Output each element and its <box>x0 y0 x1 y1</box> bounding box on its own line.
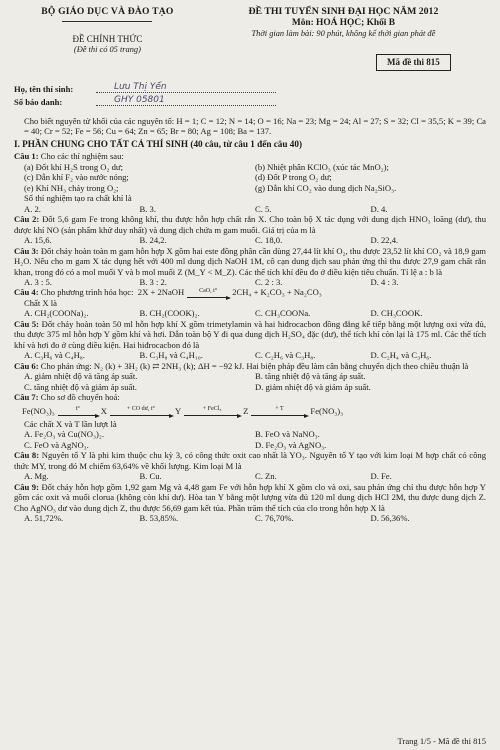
scheme-arrow <box>58 406 98 416</box>
candidate-name-row <box>14 84 486 97</box>
answer-option[interactable]: D. 22,4. <box>370 235 399 246</box>
question-stem: Cho các thí nghiệm sau: <box>40 151 124 162</box>
candidate-info <box>14 84 486 116</box>
header-divider <box>62 21 152 22</box>
answer-option[interactable]: A. Fe₂O₃ và Cu(NO₃)₂. <box>24 429 105 440</box>
experiment-item: (d) Đốt P trong O₂ dư; <box>255 172 332 183</box>
scheme-condition: + CO dư, t° <box>126 405 155 412</box>
header-left <box>14 6 201 84</box>
answer-option[interactable]: D. giảm nhiệt độ và giảm áp suất. <box>255 381 371 392</box>
question-ask: Số thí nghiệm tạo ra chất khí là <box>24 193 132 204</box>
ministry-name: BỘ GIÁO DỤC VÀ ĐÀO TẠO <box>41 6 174 17</box>
question-1 <box>14 151 486 214</box>
question-text: Đốt cháy hoàn toàn m gam hỗn hợp X gồm hai este đồng phân cần dùng 27,44 lít khí O₂, thu được 23,52 lít khí CO₂ và 18,9 gam H₂O. Nếu cho m gam X tác dụng hết với 400 ml dung dịch NaOH 1M, cô cạn dung dịch sau phản ứng thì thu được 27,9 gam chất rắn khan, trong đó có a mol muối Y và b mol muối Z (M_Y < M_Z). Các thể tích khí đều đo ở điều kiện tiêu chuẩn. Tỉ lệ a : b là <box>14 245 486 277</box>
question-label: Câu 2: <box>14 214 40 225</box>
scheme-condition: + FeCl₃ <box>202 405 222 412</box>
exam-content <box>14 116 486 524</box>
answer-option[interactable]: D. C₂H₄ và C₃H₆. <box>370 350 432 361</box>
question-8 <box>14 450 486 481</box>
question-9 <box>14 482 486 524</box>
answer-options <box>14 204 486 214</box>
answer-options <box>14 513 486 523</box>
answer-option[interactable]: D. 4. <box>370 203 388 214</box>
answer-options <box>14 471 486 481</box>
reaction-arrow <box>187 288 229 298</box>
answer-option[interactable]: B. 3. <box>139 203 156 214</box>
scheme-condition: + T <box>275 405 284 412</box>
exam-subject: Môn: HOÁ HỌC; Khối B <box>291 17 395 28</box>
header-right <box>201 6 486 84</box>
exam-title: ĐỀ THI TUYỂN SINH ĐẠI HỌC NĂM 2012 <box>248 6 439 17</box>
question-text: Nguyên tố Y là phi kim thuộc chu kỳ 3, có công thức oxit cao nhất là YO₃. Nguyên tố Y tạo với kim loại M hợp chất có công thức MY, trong đó M chiếm 63,64% về khối lượng. Kim loại M là <box>14 450 486 471</box>
answer-option[interactable]: C. 76,70%. <box>255 513 294 524</box>
question-label: Câu 6: <box>14 360 39 371</box>
answer-option[interactable]: D. CH₃COOK. <box>370 308 423 319</box>
answer-option[interactable]: B. CH₂(COOK)₂. <box>139 308 200 319</box>
answer-option[interactable]: C. 2 : 3. <box>255 277 283 287</box>
page-count: (Đề thi có 05 trang) <box>73 44 141 54</box>
answer-option[interactable]: C. FeO và AgNO₃. <box>24 439 89 450</box>
candidate-number-label: Số báo danh: <box>14 97 63 107</box>
answer-option[interactable]: C. C₂H₆ và C₃H₈. <box>255 350 316 361</box>
question-stem: Cho phương trình hóa học: <box>40 287 134 298</box>
question-label: Câu 1: <box>14 151 39 162</box>
answer-option[interactable]: C. tăng nhiệt độ và giảm áp suất. <box>24 381 137 392</box>
candidate-name-label: Họ, tên thí sinh: <box>14 84 74 94</box>
experiment-item: (b) Nhiệt phân KClO₃ (xúc tác MnO₂); <box>255 161 389 172</box>
question-3 <box>14 246 486 288</box>
answer-option[interactable]: B. 24,2. <box>139 235 167 246</box>
candidate-number-handwritten: GHY 05801 <box>114 95 165 105</box>
scheme-arrow <box>110 406 172 416</box>
answer-option[interactable]: B. 3 : 2. <box>139 277 167 287</box>
answer-option[interactable]: C. 5. <box>255 203 272 214</box>
question-text: Cho phản ứng: N₂ (k) + 3H₂ (k) ⇄ 2NH₃ (k); ΔH = −92 kJ. Hai biện pháp đều làm cân bằng chuyển dịch theo chiều thuận là <box>40 360 469 371</box>
answer-options <box>14 371 486 392</box>
answer-option[interactable]: B. FeO và NaNO₃. <box>255 429 320 440</box>
question-text: Đốt 5,6 gam Fe trong không khí, thu được hỗn hợp chất rắn X. Cho toàn bộ X tác dụng với dung dịch HNO₃ loãng (dư), thu được khí NO (sản phẩm khử duy nhất) và dung dịch chứa m gam muối. Giá trị của m là <box>14 214 487 235</box>
question-label: Câu 4: <box>14 287 39 298</box>
question-label: Câu 3: <box>14 245 39 256</box>
question-text: Đốt cháy hỗn hợp gồm 1,92 gam Mg và 4,48 gam Fe với hỗn hợp khí X gồm clo và oxi, sau phản ứng chỉ thu được hỗn hợp Y gồm các oxit và muối clorua (không còn khí dư). Hòa tan Y bằng một lượng vừa đủ 120 ml dung dịch HCl 2M, thu được dung dịch Z. Cho AgNO₃ dư vào dung dịch Z, thu được 56,69 gam kết tủa. Phần trăm thể tích của clo trong hỗn hợp X là <box>14 481 486 513</box>
reaction-condition: CaO, t° <box>199 287 218 294</box>
answer-option[interactable]: B. 53,85%. <box>139 513 179 524</box>
answer-option[interactable]: A. 51,72%. <box>24 513 64 524</box>
answer-option[interactable]: B. Cu. <box>139 471 162 482</box>
question-stem: Cho sơ đồ chuyển hoá: <box>40 392 120 403</box>
experiment-item: (c) Dẫn khí F₂ vào nước nóng; <box>24 172 129 183</box>
scheme-species: Z <box>243 405 249 416</box>
question-label: Câu 7: <box>14 392 39 403</box>
answer-option[interactable]: C. CH₃COONa. <box>255 308 311 319</box>
official-label: ĐỀ CHÍNH THỨC <box>72 33 143 44</box>
answer-option[interactable]: C. 18,0. <box>255 235 283 246</box>
reaction-lhs: 2X + 2NaOH <box>137 287 185 298</box>
candidate-name-handwritten: Lưu Thị Yến <box>114 82 167 92</box>
scheme-condition: t° <box>75 405 80 412</box>
candidate-number-row <box>14 97 486 110</box>
question-6 <box>14 361 486 392</box>
answer-option[interactable]: A. 2. <box>24 203 41 214</box>
answer-options <box>14 277 486 287</box>
answer-option[interactable]: A. giảm nhiệt độ và tăng áp suất. <box>24 371 138 382</box>
scheme-species: Fe(NO₃)₃ <box>310 405 344 416</box>
experiment-item: (g) Dẫn khí CO₂ vào dung dịch Na₂SiO₃. <box>255 182 397 193</box>
question-5 <box>14 319 486 361</box>
reaction-equation <box>14 287 486 297</box>
question-ask: Các chất X và T lần lượt là <box>24 418 117 429</box>
page-footer: Trang 1/5 - Mã đề thi 815 <box>397 735 486 746</box>
answer-options <box>14 235 486 245</box>
conversion-scheme <box>14 403 486 419</box>
answer-option[interactable]: A. 15,6. <box>24 235 52 246</box>
atomic-masses: Cho biết nguyên tử khối của các nguyên tố: H = 1; C = 12; N = 14; O = 16; Na = 23; Mg = 24; Al = 27; S = 32; Cl = 35,5; K = 39; Ca = 40; Cr = 52; Fe = 56; Cu = 64; Zn = 65; Br = 80; Ag = 108; Ba = 137. <box>24 116 486 137</box>
answer-option[interactable]: B. tăng nhiệt độ và tăng áp suất. <box>255 371 366 382</box>
scheme-species: Y <box>174 405 182 416</box>
answer-option[interactable]: A. Mg. <box>24 471 49 482</box>
scheme-arrow <box>184 406 240 416</box>
answer-option[interactable]: D. Fe₂O₃ và AgNO₃. <box>255 439 327 450</box>
question-4 <box>14 287 486 318</box>
question-text: Đốt cháy hoàn toàn 50 ml hỗn hợp khí X gồm trimetylamin và hai hiđrocacbon đồng đẳng kế tiếp bằng một lượng oxi vừa đủ, thu được 375 ml hỗn hợp Y gồm khí và hơi. Dẫn toàn bộ Y đi qua dung dịch H₂SO₄ đặc (dư), thể tích khí còn lại là 175 ml. Các thể tích khí và hơi đo ở cùng điều kiện. Hai hiđrocacbon đó là <box>14 318 486 350</box>
answer-option[interactable]: D. 56,36%. <box>370 513 410 524</box>
answer-option[interactable]: D. 4 : 3. <box>370 277 399 287</box>
question-2 <box>14 214 486 245</box>
answer-options <box>14 429 486 450</box>
answer-option[interactable]: B. C₃H₈ và C₄H₁₀. <box>139 350 203 361</box>
question-label: Câu 5: <box>14 318 40 329</box>
question-label: Câu 9: <box>14 481 39 492</box>
experiment-item: (e) Khí NH₃ cháy trong O₂; <box>24 182 119 193</box>
answer-option[interactable]: A. 3 : 5. <box>24 277 52 287</box>
answer-option[interactable]: A. C₃H₆ và C₄H₈. <box>24 350 85 361</box>
scheme-species: Fe(NO₃)₃ <box>22 405 55 416</box>
answer-option[interactable]: C. Zn. <box>255 471 277 482</box>
exam-code-box: Mã đề thi 815 <box>376 54 451 71</box>
question-ask: Chất X là <box>24 297 57 308</box>
answer-options <box>14 350 486 360</box>
reaction-rhs: 2CH₄ + K₂CO₃ + Na₂CO₃ <box>232 287 322 298</box>
scheme-species: X <box>100 405 107 416</box>
answer-option[interactable]: A. CH₂(COONa)₂. <box>24 308 89 319</box>
section-heading: I. PHẦN CHUNG CHO TẤT CẢ THÍ SINH (40 câu, từ câu 1 đến câu 40) <box>14 138 303 149</box>
exam-duration: Thời gian làm bài: 90 phút, không kể thời gian phát đề <box>251 29 436 39</box>
question-7 <box>14 392 486 450</box>
answer-options <box>14 308 486 318</box>
answer-option[interactable]: D. Fe. <box>370 471 392 482</box>
experiment-list <box>14 162 486 193</box>
question-label: Câu 8: <box>14 450 40 461</box>
scheme-arrow <box>251 406 307 416</box>
experiment-item: (a) Đốt khí H₂S trong O₂ dư; <box>24 161 123 172</box>
exam-header <box>14 6 486 84</box>
